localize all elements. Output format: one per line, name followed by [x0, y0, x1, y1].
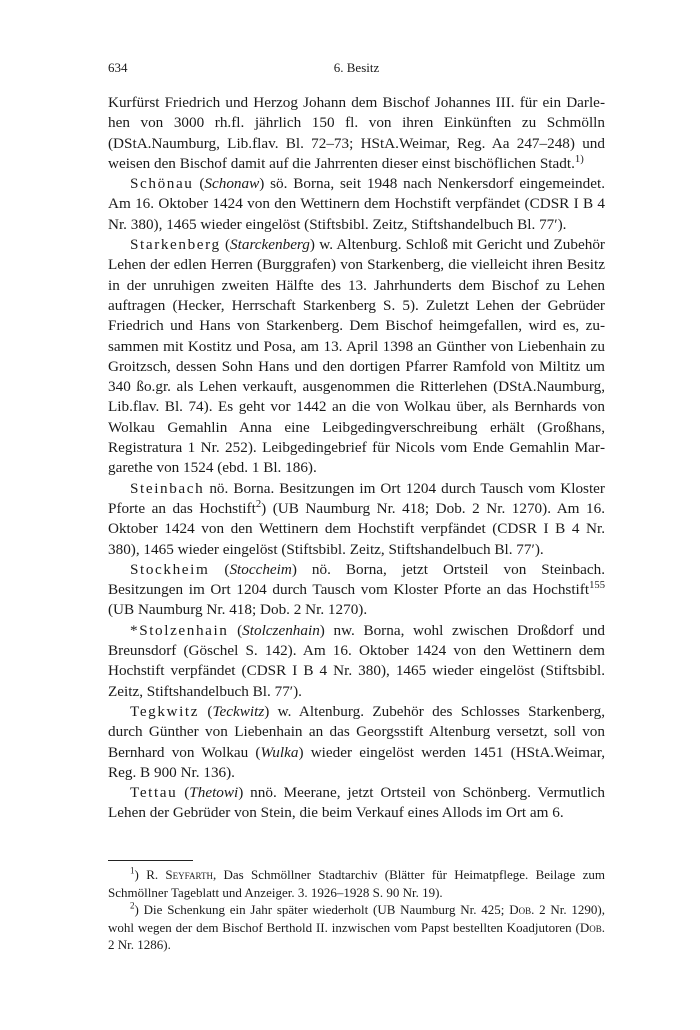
- place-name: Starkenberg: [130, 236, 221, 254]
- place-name: Tettau: [130, 784, 178, 802]
- paragraph-tegkwitz: Tegkwitz (Teckwitz) w. Altenburg. Zubehör des Schlosses Starkenberg, durch Günther von Liebenhain an das Georgsstift Altenburg versetzt, soll von Bernhard von Wolkau (Wulka) wieder eingelöst werden 1451 (HStA.Weimar, Reg. B 900 Nr. 136).: [108, 702, 605, 781]
- paragraph-tettau: Tettau (Thetowi) nnö. Meerane, jetzt Ortsteil von Schönberg. Vermutlich Lehen der Gebrüder von Stein, die beim Verkauf eines Allods im Ort am 6.: [108, 784, 606, 822]
- footnote-ref[interactable]: 155: [589, 580, 605, 592]
- footnote-marker: 1: [130, 865, 135, 876]
- footnote-marker: 2: [130, 900, 135, 911]
- paragraph-stolzenhain: *Stolzenhain (Stolczenhain) nw. Borna, wohl zwischen Droßdorf und Breunsdorf (Göschel S. 142). Am 16. Oktober 1424 von den Wettinern dem Hochstift verpfändet (CDSR I B 4 Nr. 380), 1465 wieder eingelöst (Stiftsbibl. Zeitz, Stiftshandelbuch Bl. 77′).: [108, 621, 605, 700]
- place-name: Tegkwitz: [130, 702, 200, 720]
- running-head: 6. Besitz: [333, 60, 380, 75]
- place-name: Schönau: [130, 175, 194, 193]
- place-name: Steinbach: [130, 479, 205, 497]
- paragraph-stockheim: Stockheim (Stoccheim) nö. Borna, jetzt Ortsteil von Steinbach. Besitzungen im Ort 1204 durch Tausch vom Kloster Pforte an das Hochstift$^{155}$ (UB Naumburg Nr. 418; Dob. 2 Nr. 1270).: [108, 560, 605, 619]
- page-number: 634: [108, 60, 128, 75]
- page-header: [108, 60, 605, 80]
- footnote-ref[interactable]: 2: [255, 498, 262, 510]
- footnote-1: $^1$) R. Seyfarth, Das Schmöllner Stadtarchiv (Blätter für Heimatpflege. Beilage zum Schmöllner Tageblatt und Anzeiger. 3. 1926–1928 S. 90 Nr. 19).: [108, 865, 605, 900]
- footnote-2: $^2$) Die Schenkung ein Jahr später wiederholt (UB Naumburg Nr. 425; Dob. 2 Nr. 1290), wohl wegen der dem Bischof Berthold II. inzwischen vom Papst bestellten Koadjutoren (Dob. 2 Nr. 1286).: [108, 900, 605, 953]
- author-abbrev: Dob: [509, 902, 532, 918]
- footnotes: [108, 866, 605, 954]
- latin-name: Thetowi: [189, 784, 239, 802]
- place-name: Stockheim: [130, 560, 210, 578]
- place-name: *Stolzenhain: [130, 621, 229, 639]
- footnote-divider: [108, 860, 193, 861]
- latin-name: Starckenberg: [230, 236, 310, 254]
- footnote-ref[interactable]: 1): [574, 153, 584, 165]
- paragraph-schmoelln: Kurfürst Friedrich und Herzog Johann dem Bischof Johannes III. für ein Darlehen von 3000 rh.fl. jährlich 150 fl. von ihren Einkünften zu Schmölln (DStA.Naumburg, Lib.flav. Bl. 72–73; HStA.Weimar, Reg. Aa 247–248) und weisen den Bischof damit auf die Jahrrenten dieser einst bischöflichen Stadt.$^{1)}$: [108, 94, 605, 172]
- paragraph-schoenau: Schönau (Schonaw) sö. Borna, seit 1948 nach Nenkersdorf eingemeindet. Am 16. Oktober 1424 von den Wettinern dem Hochstift verpfändet (CDSR I B 4 Nr. 380), 1465 wieder eingelöst (Stiftsbibl. Zeitz, Stiftshandelbuch Bl. 77′).: [108, 175, 605, 233]
- body-text: [108, 93, 605, 824]
- author-abbrev: Dob: [579, 919, 602, 935]
- latin-name: Wulka: [260, 743, 299, 761]
- latin-name: Schonaw: [204, 175, 260, 193]
- author-name: Seyfarth: [165, 867, 213, 882]
- latin-name: Stolczenhain: [242, 621, 320, 639]
- latin-name: Teckwitz: [212, 702, 265, 720]
- latin-name: Stoccheim: [229, 560, 292, 578]
- paragraph-starkenberg: Starkenberg (Starckenberg) w. Altenburg. Schloß mit Gericht und Zubehör Lehen der edlen Herren (Burggrafen) von Starkenberg, die vielleicht ihren Besitz in der unruhigen zweiten Hälfte des 13. Jahrhunderts dem Bischof zu Lehen auftragen (Hecker, Herrschaft Starkenberg S. 5). Zuletzt Lehen der Gebrüder Friedrich und Hans von Starkenberg. Dem Bischof heimgefallen, wird es, zusammen mit Kostitz und Posa, am 13. April 1398 an Günther von Liebenhain zu Groitzsch, dessen Sohn Hans und den dortigen Pfarrer Ramfold von Miltitz um 340 ßo.gr. als Lehen verkauft, ausgenommen die Ritterlehen (DStA.Naumburg, Lib.flav. Bl. 74). Es geht vor 1442 an die von Wolkau über, als Bernhards von Wolkau Gemahlin Anna eine Leibgedingverschreibung erhält (Großhans, Registratura 1 Nr. 252). Leibgedingebrief für Nicols vom Ende Gemahlin Margarethe von 1524 (ebd. 1 Bl. 186).: [108, 236, 605, 477]
- paragraph-steinbach: Steinbach nö. Borna. Besitzungen im Ort 1204 durch Tausch vom Kloster Pforte an das Hochstift$^2$) (UB Naumburg Nr. 418; Dob. 2 Nr. 1270). Am 16. Oktober 1424 von den Wettinern dem Hochstift verpfändet (CDSR I B 4 Nr. 380), 1465 wieder eingelöst (Stiftsbibl. Zeitz, Stiftshandelbuch Bl. 77′).: [108, 479, 605, 558]
